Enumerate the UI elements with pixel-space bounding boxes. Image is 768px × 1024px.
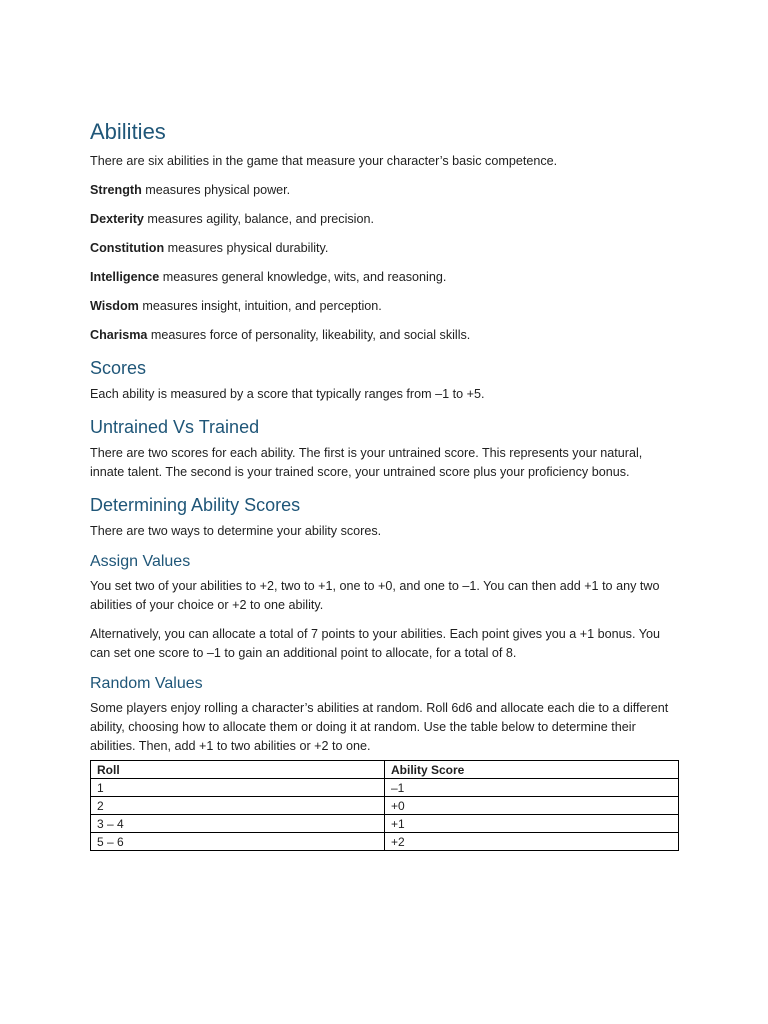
table-header-ability-score: Ability Score: [385, 761, 679, 779]
untrained-heading: Untrained Vs Trained: [90, 417, 260, 437]
table-row: [91, 797, 679, 815]
table-row: [91, 833, 679, 851]
table-cell-score: –1: [385, 779, 679, 797]
ability-description: measures agility, balance, and precision.: [143, 212, 374, 226]
intro-paragraph: There are six abilities in the game that measure your character’s basic competence.: [90, 154, 558, 168]
roll-table: [90, 760, 679, 851]
ability-description: measures insight, intuition, and perception.: [138, 299, 382, 313]
scores-heading: Scores: [90, 358, 147, 378]
untrained-paragraph: There are two scores for each ability. The first is your untrained score. This represents your natural, innate talent. The second is your trained score, your untrained score plus your proficiency bonus.: [90, 446, 643, 479]
page-title: Abilities: [90, 119, 166, 144]
assign-heading: Assign Values: [90, 553, 191, 570]
determining-paragraph: There are two ways to determine your ability scores.: [90, 524, 382, 538]
ability-strength: [90, 181, 680, 200]
ability-dexterity: [90, 210, 680, 229]
table-cell-roll: 3 – 4: [91, 815, 385, 833]
ability-constitution: [90, 239, 680, 258]
ability-name: Dexterity: [90, 212, 144, 226]
ability-charisma: [90, 326, 680, 345]
table-row: [91, 815, 679, 833]
table-cell-roll: 2: [91, 797, 385, 815]
ability-name: Charisma: [90, 328, 148, 342]
table-cell-roll: 1: [91, 779, 385, 797]
table-cell-score: +0: [385, 797, 679, 815]
table-cell-roll: 5 – 6: [91, 833, 385, 851]
table-row: [91, 779, 679, 797]
ability-wisdom: [90, 297, 680, 316]
assign-paragraph-1: You set two of your abilities to +2, two to +1, one to +0, and one to –1. You can then add +1 to any two abilities of your choice or +2 to one ability.: [90, 579, 660, 612]
random-heading: Random Values: [90, 675, 203, 692]
ability-name: Constitution: [90, 241, 165, 255]
ability-description: measures physical power.: [141, 183, 291, 197]
document-content: [90, 117, 680, 851]
scores-paragraph: Each ability is measured by a score that typically ranges from –1 to +5.: [90, 387, 485, 401]
ability-name: Intelligence: [90, 270, 160, 284]
ability-name: Strength: [90, 183, 142, 197]
random-paragraph: Some players enjoy rolling a character’s abilities at random. Roll 6d6 and allocate each die to a different ability, choosing how to allocate them or doing it at random. Use the table below to determine their abilities. Then, add +1 to two abilities or +2 to one.: [90, 701, 669, 753]
determining-heading: Determining Ability Scores: [90, 495, 301, 515]
table-cell-score: +1: [385, 815, 679, 833]
ability-description: measures physical durability.: [164, 241, 329, 255]
assign-paragraph-2: Alternatively, you can allocate a total of 7 points to your abilities. Each point gives you a +1 bonus. You can set one score to –1 to gain an additional point to allocate, for a total of 8.: [90, 627, 660, 660]
table-header-row: [91, 761, 679, 779]
table-cell-score: +2: [385, 833, 679, 851]
ability-intelligence: [90, 268, 680, 287]
ability-description: measures force of personality, likeability, and social skills.: [147, 328, 471, 342]
table-header-roll: Roll: [91, 761, 385, 779]
ability-description: measures general knowledge, wits, and reasoning.: [159, 270, 447, 284]
ability-name: Wisdom: [90, 299, 139, 313]
